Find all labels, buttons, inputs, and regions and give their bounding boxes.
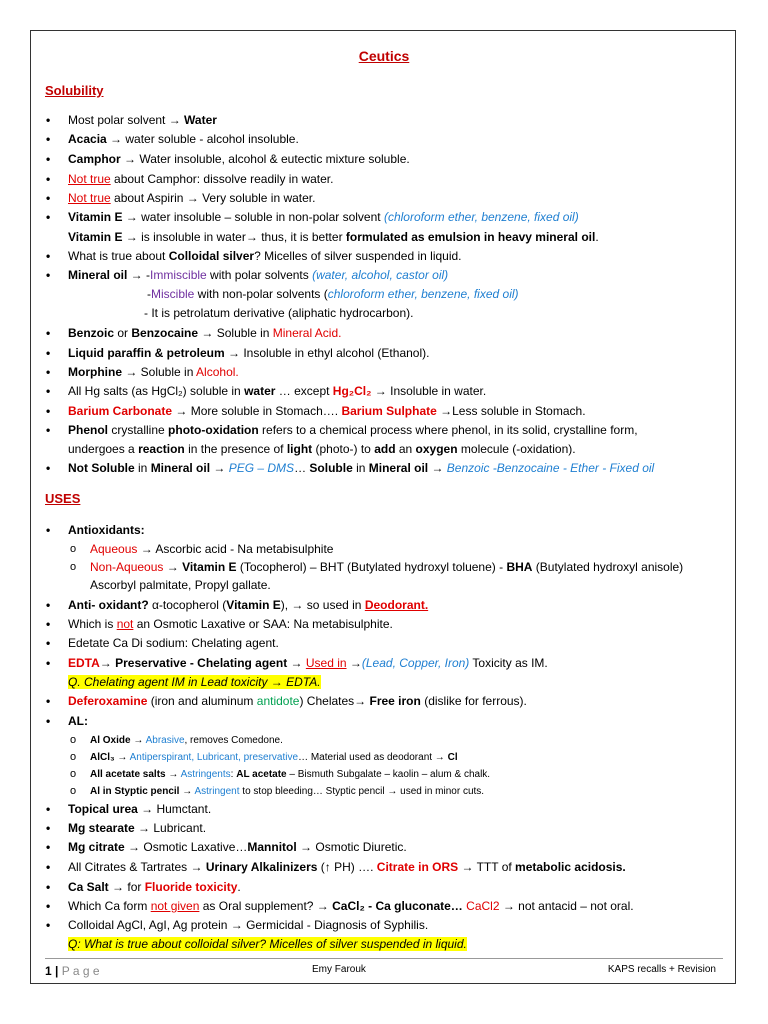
list-item: • Ca Salt → for Fluoride toxicity. bbox=[46, 880, 241, 894]
list-item: • Edetate Ca Di sodium: Chelating agent. bbox=[46, 636, 279, 650]
list-item: o AlCl₃ → Antiperspirant, Lubricant, preservative… Material used as deodorant → Cl bbox=[70, 751, 458, 763]
list-item: • Mg citrate → Osmotic Laxative…Mannitol → Osmotic Diuretic. bbox=[46, 840, 407, 854]
list-item: o All acetate salts → Astringents: AL acetate – Bismuth Subgalate – kaolin – alum & chalk. bbox=[70, 768, 491, 780]
footer-author: Emy Farouk bbox=[312, 964, 366, 975]
list-item: • Which is not an Osmotic Laxative or SAA: Na metabisulphite. bbox=[46, 617, 393, 631]
list-item: • Benzoic or Benzocaine → Soluble in Mineral Acid. bbox=[46, 326, 342, 340]
list-item: • Which Ca form not given as Oral supplement? → CaCl₂ - Ca gluconate… CaCl2 → not antacid – not oral. bbox=[46, 899, 634, 913]
list-item: • Morphine → Soluble in Alcohol. bbox=[46, 365, 239, 379]
list-item: o Al Oxide → Abrasive, removes Comedone. bbox=[70, 734, 283, 746]
list-item: • Anti- oxidant? α-tocopherol (Vitamin E), → so used in Deodorant. bbox=[46, 598, 429, 612]
list-item: Ascorbyl palmitate, Propyl gallate. bbox=[90, 578, 271, 592]
list-item: • Colloidal AgCl, AgI, Ag protein → Germicidal - Diagnosis of Syphilis. bbox=[46, 918, 429, 932]
list-item: Q: What is true about colloidal silver? Micelles of silver suspended in liquid. bbox=[68, 937, 467, 951]
list-item: • Camphor → Water insoluble, alcohol & eutectic mixture soluble. bbox=[46, 152, 410, 166]
list-item: • Not Soluble in Mineral oil → PEG – DMS… Soluble in Mineral oil → Benzoic -Benzocaine - Ether - Fixed oil bbox=[46, 461, 655, 475]
list-item: • Topical urea → Humctant. bbox=[46, 802, 212, 816]
page-title: Ceutics bbox=[358, 48, 410, 64]
footer-right: KAPS recalls + Revision bbox=[607, 964, 716, 975]
footer-divider bbox=[45, 958, 723, 959]
list-item: • Barium Carbonate → More soluble in Stomach…. Barium Sulphate →Less soluble in Stomach. bbox=[46, 404, 586, 418]
list-item: o Non-Aqueous → Vitamin E (Tocopherol) – BHT (Butylated hydroxyl toluene) - BHA (Butylated hydroxyl anisole) bbox=[70, 560, 684, 574]
list-item: • Deferoxamine (iron and aluminum antidote) Chelates→ Free iron (dislike for ferrous). bbox=[46, 694, 527, 708]
list-item: • Liquid paraffin & petroleum → Insoluble in ethyl alcohol (Ethanol). bbox=[46, 346, 430, 360]
footer-page-number: 1 | P a g e bbox=[45, 964, 100, 978]
list-item: o Aqueous → Ascorbic acid - Na metabisulphite bbox=[70, 542, 334, 556]
list-item: • What is true about Colloidal silver? Micelles of silver suspended in liquid. bbox=[46, 249, 462, 263]
list-item: -Miscible with non-polar solvents (chloroform ether, benzene, fixed oil) bbox=[147, 287, 519, 301]
list-item: • Mg stearate → Lubricant. bbox=[46, 821, 207, 835]
list-item: • Mineral oil → -Immiscible with polar solvents (water, alcohol, castor oil) bbox=[46, 268, 449, 282]
list-item: • Vitamin E → water insoluble – soluble in non-polar solvent (chloroform ether, benzene, fixed oil) bbox=[46, 210, 579, 224]
list-item: undergoes a reaction in the presence of light (photo-) to add an oxygen molecule (-oxidation). bbox=[68, 442, 576, 456]
list-item: • Acacia → water soluble - alcohol insoluble. bbox=[46, 132, 299, 146]
list-item: Q. Chelating agent IM in Lead toxicity → EDTA. bbox=[68, 675, 321, 689]
list-item: Vitamin E → is insoluble in water→ thus, it is better formulated as emulsion in heavy mineral oil. bbox=[68, 230, 599, 244]
list-item: • Not true about Camphor: dissolve readily in water. bbox=[46, 172, 334, 186]
list-item: • Phenol crystalline photo-oxidation refers to a chemical process where phenol, in its solid, crystalline form, bbox=[46, 423, 638, 437]
list-item: • All Hg salts (as HgCl₂) soluble in water … except Hg₂Cl₂ → Insoluble in water. bbox=[46, 384, 487, 398]
list-item: o Al in Styptic pencil → Astringent to stop bleeding… Styptic pencil → used in minor cuts. bbox=[70, 785, 485, 797]
list-item: • Antioxidants: bbox=[46, 523, 145, 537]
section-uses: USES bbox=[45, 491, 81, 506]
list-item: • Not true about Aspirin → Very soluble in water. bbox=[46, 191, 316, 205]
list-item: - It is petrolatum derivative (aliphatic hydrocarbon). bbox=[144, 306, 414, 320]
list-item: • AL: bbox=[46, 714, 88, 728]
section-solubility: Solubility bbox=[45, 83, 104, 98]
list-item: • Most polar solvent → Water bbox=[46, 113, 217, 127]
list-item: • All Citrates & Tartrates → Urinary Alkalinizers (↑ PH) …. Citrate in ORS → TTT of metabolic acidosis. bbox=[46, 860, 626, 874]
list-item: • EDTA→ Preservative - Chelating agent → Used in →(Lead, Copper, Iron) Toxicity as IM. bbox=[46, 656, 548, 670]
